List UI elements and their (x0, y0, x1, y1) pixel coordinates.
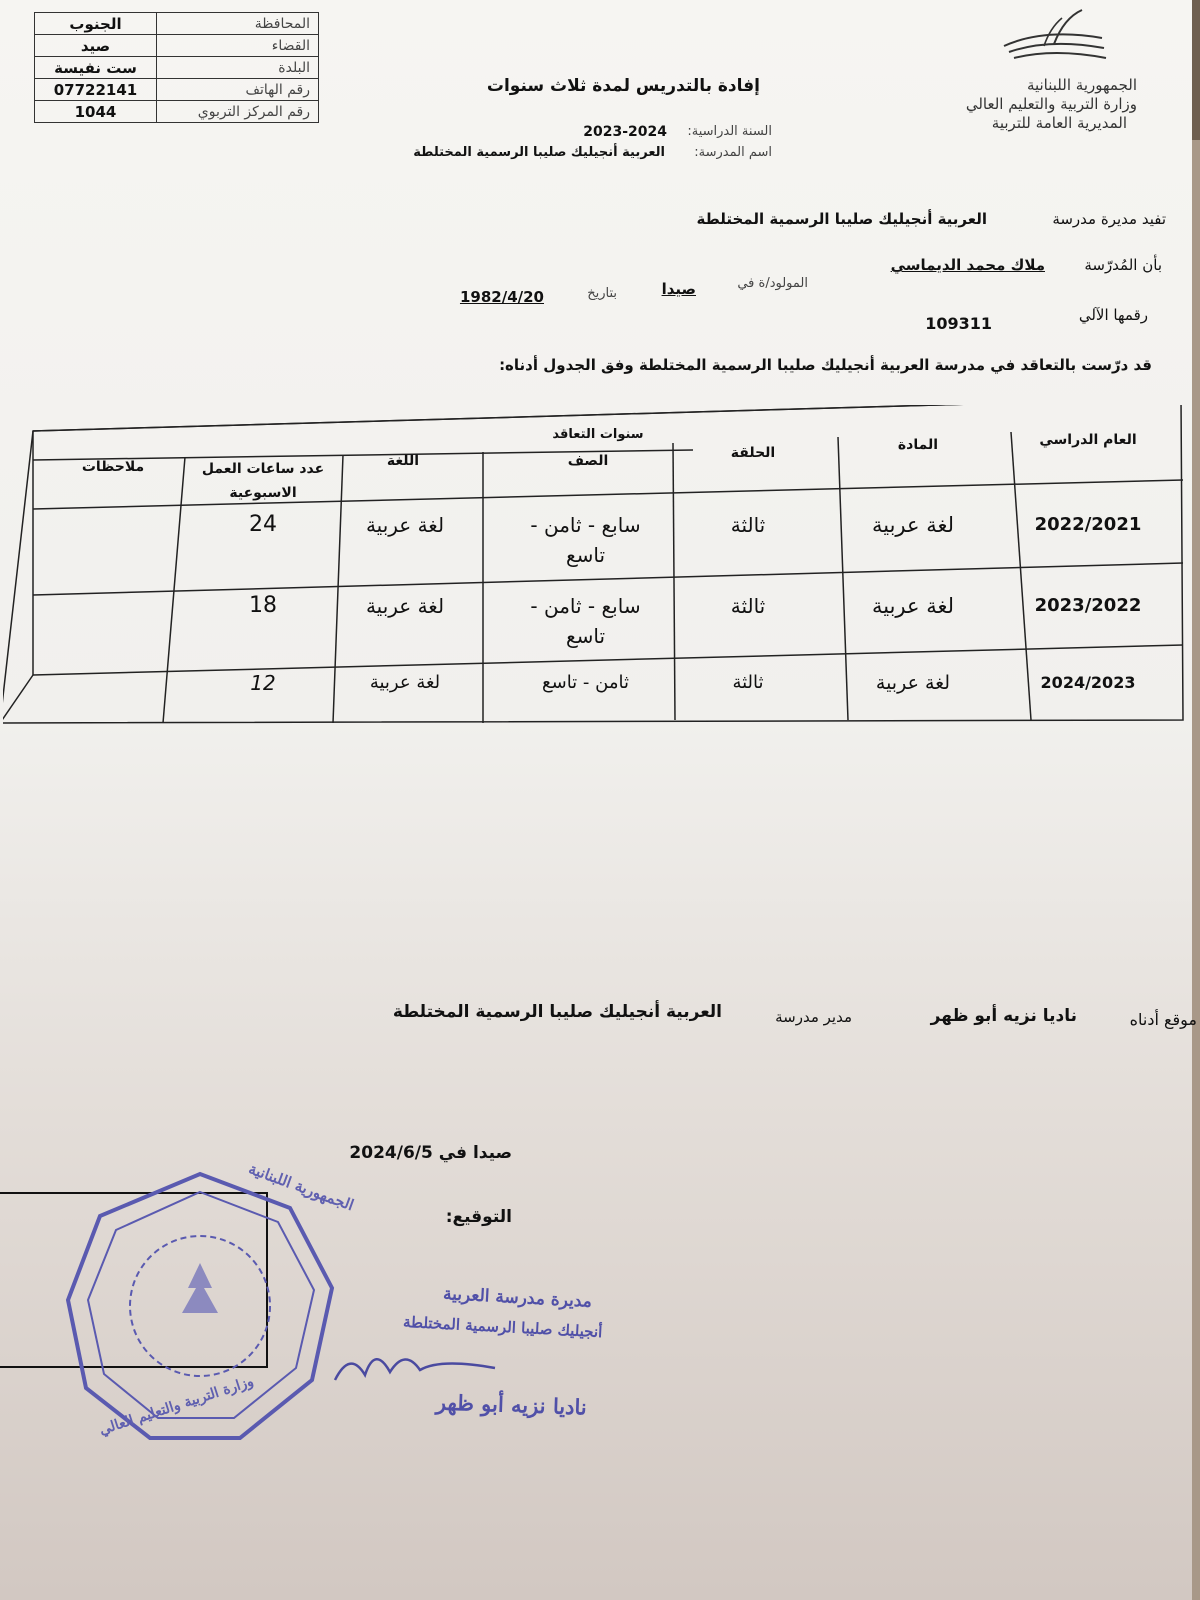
place-date: صيدا في 2024/6/5 (349, 1143, 512, 1163)
header-language: اللغة (386, 453, 420, 469)
cell-hours: 18 (249, 593, 277, 618)
info-label: البلدة (157, 57, 319, 79)
cell-subject: لغة عربية (875, 672, 951, 694)
table-group-header: سنوات التعاقد (552, 427, 644, 442)
cell-cycle: ثالثة (732, 672, 764, 693)
cell-grade: سابع - ثامن - تاسع (530, 513, 641, 567)
info-row (35, 79, 319, 101)
cell-grade: ثامن - تاسع (542, 672, 629, 693)
signer-name: ناديا نزيه أبو ظهر (930, 1006, 1077, 1026)
header-grade: الصف (567, 453, 609, 469)
cell-hours: 12 (250, 671, 276, 695)
info-value: الجنوب (35, 13, 157, 35)
signature-name: ناديا نزيه أبو ظهر (435, 1389, 588, 1420)
role-school: العربية أنجيليك صليبا الرسمية المختلطة (392, 1002, 722, 1022)
cell-year: 2024/2023 (1040, 673, 1136, 692)
stamp-bottom-text: وزارة التربية والتعليم العالي (97, 1373, 256, 1439)
header-hours: عدد ساعات العمل الاسبوعية (201, 461, 325, 501)
info-label: رقم المركز التربوي (157, 101, 319, 123)
statement: قد درّست بالتعاقد في مدرسة العربية أنجيليك صليبا الرسمية المختلطة وفق الجدول أدناه: (499, 356, 1152, 374)
school-name-value: العربية أنجيليك صليبا الرسمية المختلطة (413, 145, 665, 160)
date-label: بتاريخ (587, 286, 617, 301)
signature-line-2: أنجيليك صليبا الرسمية المختلطة (402, 1312, 603, 1342)
school-name-label: اسم المدرسة: (694, 145, 772, 160)
school-year-label: السنة الدراسية: (687, 124, 772, 139)
header-cycle: الحلقة (730, 445, 776, 461)
header-line-3: المديرية العامة للتربية (991, 114, 1127, 132)
info-label: رقم الهاتف (157, 79, 319, 101)
info-value: 07722141 (35, 79, 157, 101)
ministry-logo-icon (984, 8, 1114, 68)
school-year-value: 2023-2024 (583, 124, 667, 140)
cell-subject: لغة عربية (871, 594, 955, 618)
cell-year: 2022/2021 (1034, 514, 1142, 535)
birth-date: 1982/4/20 (459, 288, 544, 306)
header-line-1: الجمهورية اللبنانية (1026, 76, 1137, 94)
info-label: القضاء (157, 35, 319, 57)
info-label: المحافظة (157, 13, 319, 35)
info-value: صيد (35, 35, 157, 57)
info-row (35, 57, 319, 79)
cell-cycle: ثالثة (730, 513, 766, 537)
cell-subject: لغة عربية (871, 513, 955, 537)
teacher-name: ملاك محمد الديماسي (890, 256, 1045, 274)
info-table (34, 12, 319, 123)
cell-hours: 24 (249, 512, 277, 537)
cell-grade: سابع - ثامن - تاسع (530, 594, 641, 648)
id-label: رقمها الآلي (1078, 306, 1148, 324)
info-row (35, 13, 319, 35)
cell-cycle: ثالثة (730, 594, 766, 618)
page-title: إفادة بالتدريس لمدة ثلاث سنوات (486, 76, 760, 96)
header-subject: المادة (897, 437, 939, 453)
header-year: العام الدراسي (1039, 432, 1137, 448)
signature-line-1: مديرة مدرسة العربية (442, 1284, 593, 1312)
info-value: 1044 (35, 101, 157, 123)
cell-language: لغة عربية (365, 513, 445, 537)
signature-label: التوقيع: (445, 1207, 512, 1227)
header-notes: ملاحظات (81, 459, 145, 475)
stamp-top-text: الجمهورية اللبنانية (246, 1159, 357, 1215)
intro-label: تفيد مديرة مدرسة (1052, 210, 1166, 228)
intro-school: العربية أنجيليك صليبا الرسمية المختلطة (696, 210, 987, 228)
header-line-2: وزارة التربية والتعليم العالي (965, 95, 1137, 113)
info-row (35, 35, 319, 57)
born-place: صيدا (661, 280, 696, 298)
cell-language: لغة عربية (369, 672, 441, 693)
role-label: مدير مدرسة (775, 1008, 852, 1026)
contract-table (3, 405, 1188, 735)
id-value: 109311 (925, 314, 992, 333)
born-label: المولود/ة في (737, 276, 808, 291)
teacher-label: بأن المُدرّسة (1084, 256, 1162, 274)
cell-year: 2023/2022 (1034, 595, 1142, 616)
handwritten-signature-icon (330, 1340, 500, 1390)
cell-language: لغة عربية (365, 594, 445, 618)
info-row (35, 101, 319, 123)
info-value: ست نفيسة (35, 57, 157, 79)
signer-prefix: موقع أدناه (1129, 1010, 1197, 1029)
